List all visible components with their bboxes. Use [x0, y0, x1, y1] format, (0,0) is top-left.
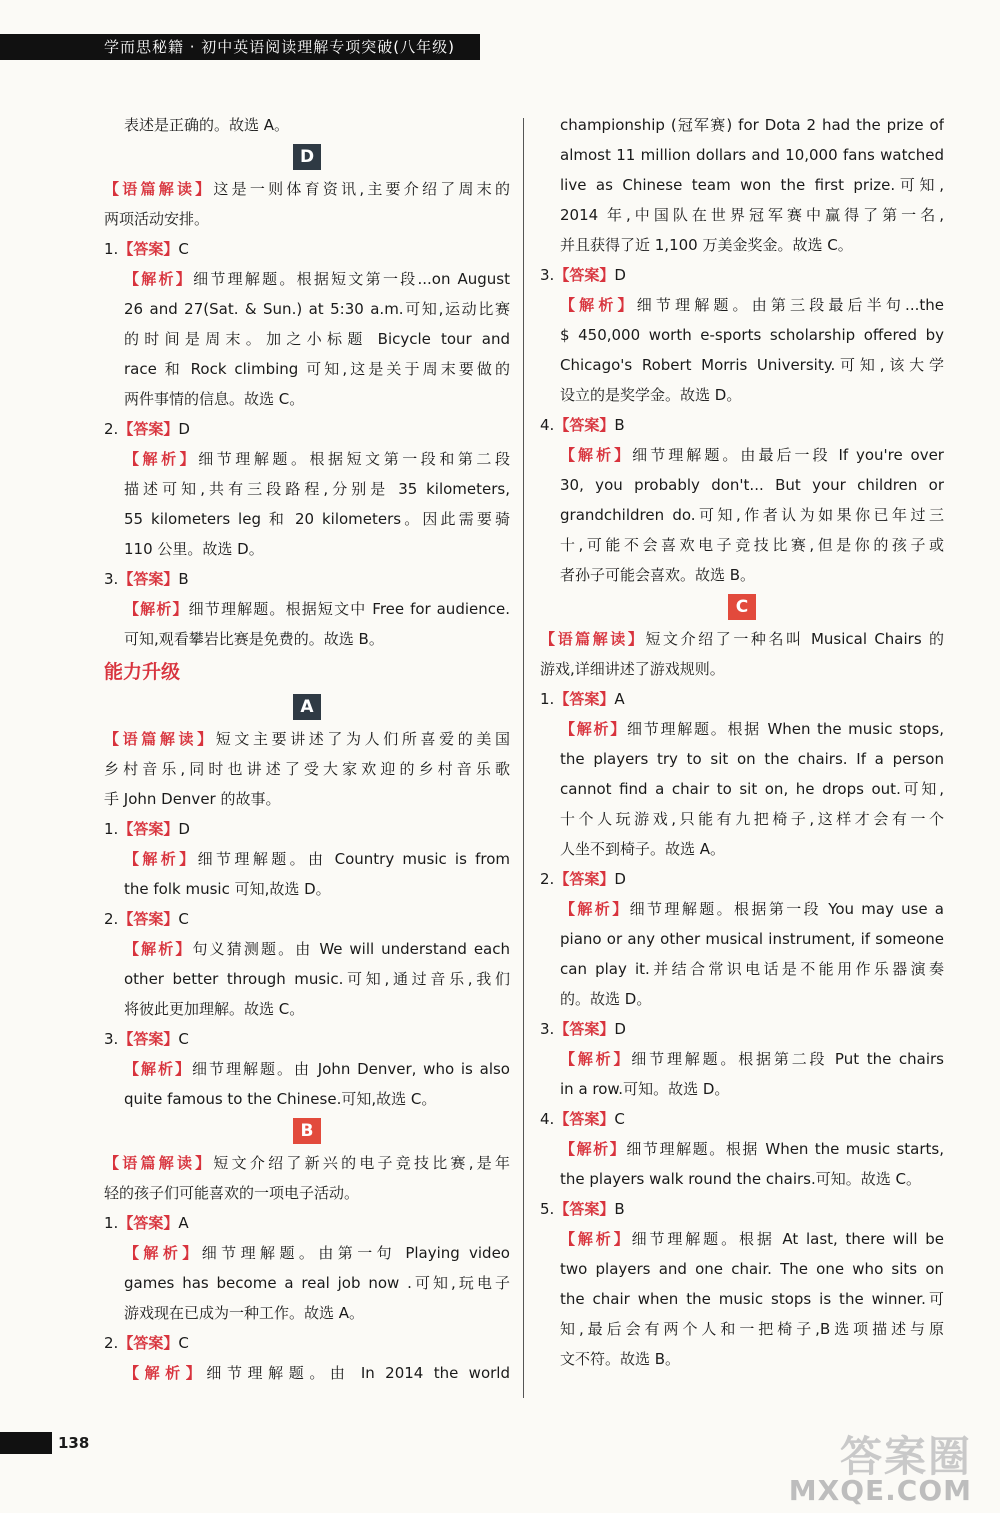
label-tag: 【解析】 [124, 1244, 202, 1262]
line-text: quite famous to the Chinese.可知,故选 C。 [124, 1090, 437, 1108]
text-line [104, 234, 510, 264]
label-tag: 【语篇解读】 [540, 630, 646, 648]
line-text: 细节理解题。由 In 2014 the world [206, 1364, 510, 1382]
line-text: the folk music 可知,故选 D。 [124, 880, 331, 898]
question-number: 1. [540, 690, 555, 708]
line-text: almost 11 million dollars and 10,000 fans watched [560, 146, 944, 164]
section-badge: C [728, 594, 756, 620]
line-text: piano or any other musical instrument, if someone [560, 930, 944, 948]
line-text: live as Chinese team won the first prize.可知, [560, 176, 944, 194]
section-badge-row [104, 1114, 510, 1148]
text-line [540, 774, 944, 804]
question-number: 4. [540, 416, 555, 434]
line-text: 短文介绍了新兴的电子竞技比赛,是年 [213, 1154, 510, 1172]
text-line [104, 1268, 510, 1298]
line-text: C [178, 240, 189, 258]
line-text: 将彼此更加理解。故选 C。 [124, 1000, 305, 1018]
text-line [540, 290, 944, 320]
text-line [104, 1238, 510, 1268]
line-text: two players and one chair. The one who sits on [560, 1260, 944, 1278]
label-tag: 【答案】 [554, 416, 615, 434]
text-line [104, 564, 510, 594]
line-text: 人坐不到椅子。故选 A。 [560, 840, 726, 858]
text-line [104, 1178, 510, 1208]
text-line [540, 924, 944, 954]
line-text: 轻的孩子们可能喜欢的一项电子活动。 [104, 1184, 360, 1202]
line-text: 设立的是奖学金。故选 D。 [560, 386, 742, 404]
question-number: 2. [104, 1334, 119, 1352]
text-line [540, 954, 944, 984]
label-tag: 【答案】 [554, 1200, 615, 1218]
line-text: B [614, 416, 625, 434]
line-text: Chicago's Robert Morris University.可知,该大学 [560, 356, 944, 374]
text-line [540, 1164, 944, 1194]
text-line [104, 594, 510, 624]
line-text: 细节理解题。由第三段最后半句...the [636, 296, 944, 314]
text-line [104, 294, 510, 324]
text-line [540, 684, 944, 714]
text-line [540, 110, 944, 140]
text-line [104, 1054, 510, 1084]
line-text: 细节理解题。根据短文第一段和第二段 [198, 450, 510, 468]
question-number: 2. [104, 420, 119, 438]
text-line [104, 1024, 510, 1054]
label-tag: 【解析】 [124, 1060, 192, 1078]
line-text: the chair when the music stops is the winner.可 [560, 1290, 944, 1308]
text-line [540, 804, 944, 834]
line-text: grandchildren do.可知,作者认为如果你已年过三 [560, 506, 944, 524]
question-number: 1. [104, 820, 119, 838]
section-title: 能力升级 [104, 661, 181, 683]
text-line [540, 560, 944, 590]
text-line [104, 324, 510, 354]
question-number: 1. [104, 1214, 119, 1232]
line-text: 句义猜测题。由 We will understand each [192, 940, 510, 958]
label-tag: 【解析】 [560, 1140, 627, 1158]
right-column [540, 110, 944, 1374]
label-tag: 【语篇解读】 [104, 1154, 214, 1172]
label-tag: 【答案】 [118, 910, 179, 928]
label-tag: 【解析】 [124, 270, 194, 288]
line-text: C [178, 910, 189, 928]
text-line [540, 470, 944, 500]
line-text: D [178, 420, 190, 438]
text-line [104, 1328, 510, 1358]
text-line [540, 654, 944, 684]
text-line [540, 1224, 944, 1254]
label-tag: 【答案】 [118, 420, 179, 438]
line-text: D [614, 1020, 626, 1038]
text-line [540, 624, 944, 654]
text-line [104, 174, 510, 204]
header-bar [0, 34, 480, 60]
line-text: B [178, 570, 189, 588]
line-text: $ 450,000 worth e-sports scholarship offered by [560, 326, 944, 344]
line-text: the players walk round the chairs.可知。故选 C。 [560, 1170, 922, 1188]
line-text: 两项活动安排。 [104, 210, 210, 228]
text-line [104, 904, 510, 934]
label-tag: 【解析】 [124, 1364, 207, 1382]
label-tag: 【答案】 [118, 570, 179, 588]
text-line [540, 1314, 944, 1344]
text-line [104, 384, 510, 414]
line-text: 十,可能不会喜欢电子竞技比赛,但是你的孩子或 [560, 536, 944, 554]
text-line [540, 500, 944, 530]
question-number: 3. [104, 1030, 119, 1048]
label-tag: 【解析】 [560, 1050, 632, 1068]
label-tag: 【解析】 [560, 1230, 632, 1248]
page-strip [0, 1432, 52, 1454]
line-text: 十个人玩游戏,只能有九把椅子,这样才会有一个 [560, 810, 944, 828]
line-text: D [614, 870, 626, 888]
line-text: 的时间是周末。加之小标题 Bicycle tour and [124, 330, 510, 348]
label-tag: 【答案】 [554, 266, 615, 284]
line-text: 细节理解题。根据短文第一段...on August [193, 270, 510, 288]
line-text: championship (冠军赛) for Dota 2 had the prize of [560, 116, 944, 134]
line-text: 细节理解题。由第一句 Playing video [201, 1244, 510, 1262]
text-line [540, 350, 944, 380]
label-tag: 【解析】 [560, 720, 627, 738]
line-text: C [178, 1334, 189, 1352]
line-text: can play it.并结合常识电话是不能用作乐器演奏 [560, 960, 944, 978]
watermark-url: MXQE.COM [788, 1474, 972, 1507]
label-tag: 【答案】 [118, 820, 179, 838]
text-line [540, 260, 944, 290]
line-text: 的。故选 D。 [560, 990, 652, 1008]
line-text: 描述可知,共有三段路程,分别是 35 kilometers, [124, 480, 510, 498]
text-line [104, 354, 510, 384]
question-number: 1. [104, 240, 119, 258]
line-text: 可知,观看攀岩比赛是免费的。故选 B。 [124, 630, 384, 648]
left-column [104, 110, 510, 1388]
line-text: 游戏,详细讲述了游戏规则。 [540, 660, 725, 678]
question-number: 3. [540, 266, 555, 284]
line-text: race 和 Rock climbing 可知,这是关于周末要做的 [124, 360, 510, 378]
label-tag: 【解析】 [124, 850, 198, 868]
text-line [540, 530, 944, 560]
section-badge-row [540, 590, 944, 624]
line-text: 细节理解题。由 John Denver, who is also [191, 1060, 510, 1078]
page-number: 138 [58, 1434, 90, 1452]
label-tag: 【答案】 [554, 690, 615, 708]
text-line [540, 380, 944, 410]
label-tag: 【语篇解读】 [104, 180, 214, 198]
section-badge: D [293, 144, 321, 170]
text-line [540, 834, 944, 864]
text-line [540, 320, 944, 350]
section-badge-row [104, 140, 510, 174]
line-text: 细节理解题。根据 When the music stops, [626, 720, 944, 738]
text-line [540, 1194, 944, 1224]
text-line [104, 784, 510, 814]
text-line [540, 230, 944, 260]
text-line [540, 1134, 944, 1164]
text-line [104, 624, 510, 654]
line-text: A [614, 690, 625, 708]
section-badge: B [293, 1118, 321, 1144]
text-line [104, 1208, 510, 1238]
text-line [540, 984, 944, 1014]
text-line [104, 204, 510, 234]
text-line [540, 714, 944, 744]
label-tag: 【语篇解读】 [104, 730, 216, 748]
text-line [540, 1044, 944, 1074]
text-line [540, 1254, 944, 1284]
line-text: 知,最后会有两个人和一把椅子,B选项描述与原 [560, 1320, 944, 1338]
line-text: other better through music.可知,通过音乐,我们 [124, 970, 510, 988]
line-text: 短文介绍了一种名叫 Musical Chairs 的 [645, 630, 944, 648]
line-text: 文不符。故选 B。 [560, 1350, 681, 1368]
line-text: 细节理解题。根据第一段 You may use a [629, 900, 944, 918]
label-tag: 【解析】 [124, 940, 193, 958]
text-line [540, 140, 944, 170]
text-line [540, 440, 944, 470]
line-text: 细节理解题。由 Country music is from [197, 850, 510, 868]
label-tag: 【答案】 [118, 1030, 179, 1048]
label-tag: 【解析】 [560, 900, 630, 918]
watermark-logo: 答案圈 [839, 1432, 972, 1481]
line-text: in a row.可知。故选 D。 [560, 1080, 730, 1098]
text-line [540, 1014, 944, 1044]
line-text: 表述是正确的。故选 A。 [124, 116, 290, 134]
text-line [104, 444, 510, 474]
question-number: 5. [540, 1200, 555, 1218]
line-text: 细节理解题。根据短文中 Free for audience. [188, 600, 510, 618]
line-text: 55 kilometers leg 和 20 kilometers。因此需要骑 [124, 510, 510, 528]
line-text: 手 John Denver 的故事。 [104, 790, 281, 808]
text-line [104, 1084, 510, 1114]
text-line [104, 1358, 510, 1388]
label-tag: 【答案】 [118, 1334, 179, 1352]
line-text: 短文主要讲述了为人们所喜爱的美国 [215, 730, 510, 748]
text-line [540, 1344, 944, 1374]
text-line [104, 874, 510, 904]
question-number: 2. [104, 910, 119, 928]
text-line [104, 534, 510, 564]
text-line [104, 934, 510, 964]
line-text: the players try to sit on the chairs. If a person [560, 750, 944, 768]
section-badge-row [104, 690, 510, 724]
text-line [104, 844, 510, 874]
text-line [540, 200, 944, 230]
question-number: 3. [104, 570, 119, 588]
column-divider [523, 118, 524, 1398]
label-tag: 【解析】 [124, 450, 199, 468]
line-text: C [178, 1030, 189, 1048]
text-line [540, 410, 944, 440]
text-line [104, 1148, 510, 1178]
text-line [104, 814, 510, 844]
line-text: cannot find a chair to sit on, he drops out.可知, [560, 780, 944, 798]
line-text: 细节理解题。由最后一段 If you're over [632, 446, 944, 464]
text-line [104, 964, 510, 994]
line-text: 30, you probably don't... But your children or [560, 476, 944, 494]
section-badge: A [293, 694, 321, 720]
label-tag: 【答案】 [118, 240, 179, 258]
line-text: A [178, 1214, 189, 1232]
text-line [104, 754, 510, 784]
question-number: 4. [540, 1110, 555, 1128]
text-line [540, 894, 944, 924]
line-text: C [614, 1110, 625, 1128]
line-text: 细节理解题。根据 When the music starts, [626, 1140, 944, 1158]
line-text: 者孙子可能会喜欢。故选 B。 [560, 566, 756, 584]
text-line [104, 994, 510, 1024]
line-text: games has become a real job now .可知,玩电子 [124, 1274, 510, 1292]
text-line [104, 1298, 510, 1328]
line-text: 2014 年,中国队在世界冠军赛中赢得了第一名, [560, 206, 944, 224]
line-text: 细节理解题。根据第二段 Put the chairs [631, 1050, 944, 1068]
line-text: B [614, 1200, 625, 1218]
label-tag: 【解析】 [124, 600, 189, 618]
text-line [104, 724, 510, 754]
text-line [540, 1074, 944, 1104]
text-line [540, 1104, 944, 1134]
line-text: 并且获得了近 1,100 万美金奖金。故选 C。 [560, 236, 853, 254]
question-number: 2. [540, 870, 555, 888]
line-text: 细节理解题。根据 At last, there will be [631, 1230, 944, 1248]
label-tag: 【解析】 [560, 296, 637, 314]
line-text: D [614, 266, 626, 284]
text-line [104, 110, 510, 140]
text-line [104, 414, 510, 444]
line-text: 乡村音乐,同时也讲述了受大家欢迎的乡村音乐歌 [104, 760, 510, 778]
label-tag: 【解析】 [560, 446, 633, 464]
line-text: D [178, 820, 190, 838]
book-title: 学而思秘籍 · 初中英语阅读理解专项突破(八年级) [104, 38, 456, 56]
label-tag: 【答案】 [118, 1214, 179, 1232]
line-text: 110 公里。故选 D。 [124, 540, 264, 558]
label-tag: 【答案】 [554, 1110, 615, 1128]
text-line [104, 264, 510, 294]
text-line [104, 504, 510, 534]
label-tag: 【答案】 [554, 1020, 615, 1038]
line-text: 游戏现在已成为一种工作。故选 A。 [124, 1304, 365, 1322]
line-text: 两件事情的信息。故选 C。 [124, 390, 305, 408]
text-line [540, 1284, 944, 1314]
line-text: 26 and 27(Sat. & Sun.) at 5:30 a.m.可知,运动比赛 [124, 300, 510, 318]
question-number: 3. [540, 1020, 555, 1038]
text-line [540, 170, 944, 200]
text-line [540, 864, 944, 894]
line-text: 这是一则体育资讯,主要介绍了周末的 [213, 180, 510, 198]
text-line [104, 474, 510, 504]
label-tag: 【答案】 [554, 870, 615, 888]
text-line [540, 744, 944, 774]
